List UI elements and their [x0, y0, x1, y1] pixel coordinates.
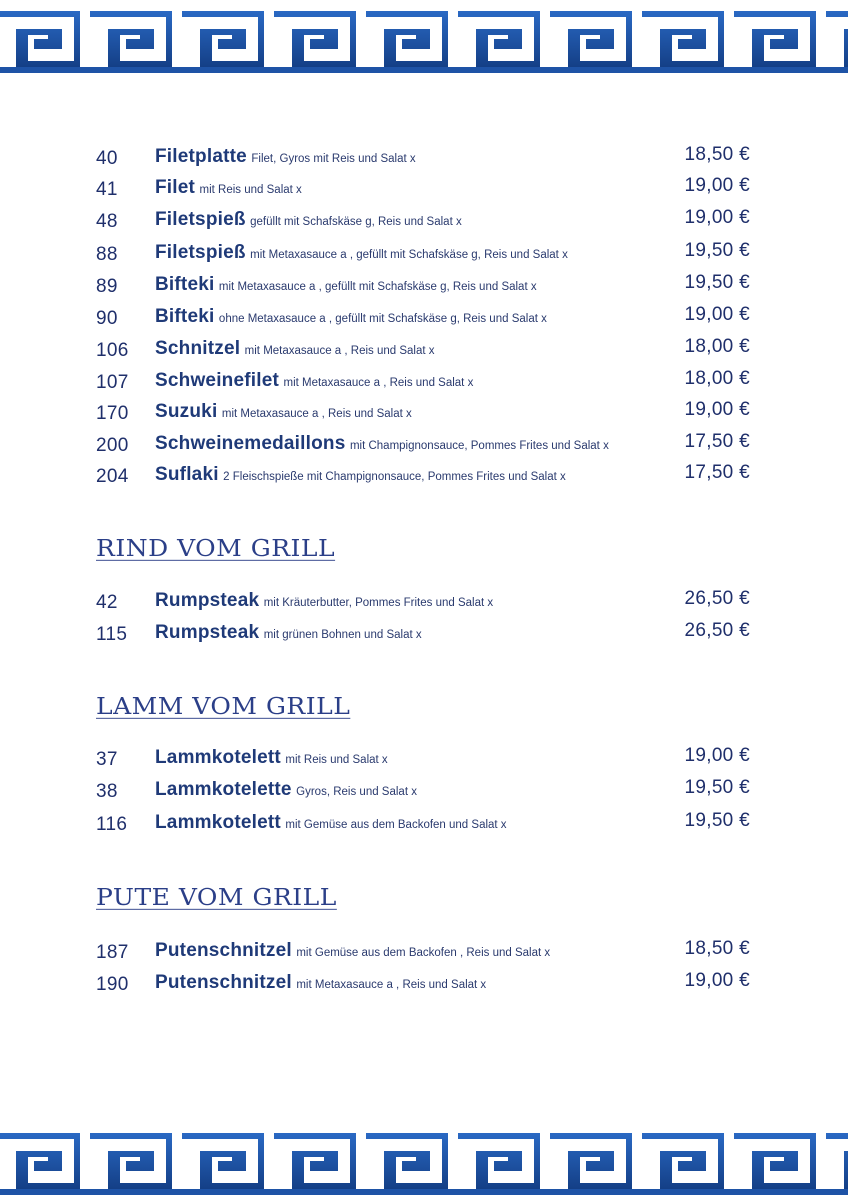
item-name: Bifteki: [155, 274, 215, 295]
item-price: 18,00 €: [684, 336, 750, 357]
item-price: 19,00 €: [684, 207, 750, 228]
item-number: 40: [96, 148, 118, 169]
item-price: 19,00 €: [684, 175, 750, 196]
item-name: Rumpsteak: [155, 590, 260, 611]
item-price: 19,50 €: [684, 272, 750, 293]
item-detail: mit Champignonsauce, Pommes Frites und Salat x: [349, 440, 609, 452]
item-detail: gefüllt mit Schafskäse g, Reis und Salat x: [250, 216, 462, 228]
item-detail: mit Metaxasauce a , Reis und Salat x: [296, 979, 487, 991]
item-name: Schnitzel: [155, 338, 241, 359]
greek-key-border-bottom: [0, 1122, 848, 1200]
item-name: Lammkotelett: [155, 747, 281, 768]
item-detail: 2 Fleischspieße mit Champignonsauce, Pommes Frites und Salat x: [223, 471, 566, 483]
border-bar: [0, 67, 848, 73]
meander-unit: [550, 1133, 632, 1189]
menu-item: [0, 810, 848, 840]
item-name: Suflaki: [155, 464, 219, 485]
item-name: Suzuki: [155, 401, 218, 422]
meander-unit: [0, 1133, 80, 1189]
item-name: Putenschnitzel: [155, 940, 292, 961]
item-number: 37: [96, 749, 118, 770]
menu-item: [0, 368, 848, 398]
item-name: Filet: [155, 177, 196, 198]
item-name: Filetspieß: [155, 242, 246, 263]
meander-unit: [90, 11, 172, 67]
item-price: 19,00 €: [684, 304, 750, 325]
item-detail: mit Metaxasauce a , Reis und Salat x: [244, 345, 435, 357]
item-price: 19,50 €: [684, 810, 750, 831]
item-name: Schweinemedaillons: [155, 433, 346, 454]
item-number: 204: [96, 466, 129, 487]
item-number: 48: [96, 211, 118, 232]
meander-unit: [274, 1133, 356, 1189]
item-number: 107: [96, 372, 129, 393]
item-name: Rumpsteak: [155, 622, 260, 643]
menu-item: [0, 399, 848, 429]
menu-item: [0, 777, 848, 807]
item-detail: mit Metaxasauce a , Reis und Salat x: [283, 377, 474, 389]
menu-item: [0, 431, 848, 461]
menu-item: [0, 588, 848, 618]
item-price: 19,50 €: [684, 777, 750, 798]
meander-unit: [182, 1133, 264, 1189]
border-bar: [0, 1189, 848, 1195]
item-number: 90: [96, 308, 118, 329]
item-detail: mit Gemüse aus dem Backofen und Salat x: [285, 819, 507, 831]
item-number: 106: [96, 340, 129, 361]
item-number: 41: [96, 179, 118, 200]
menu-item: [0, 175, 848, 205]
menu-item: [0, 207, 848, 237]
item-name: Lammkotelett: [155, 812, 281, 833]
item-detail: mit Metaxasauce a , gefüllt mit Schafskäse g, Reis und Salat x: [218, 281, 537, 293]
item-name: Filetspieß: [155, 209, 246, 230]
meander-unit: [182, 11, 264, 67]
meander-unit: [274, 11, 356, 67]
item-number: 115: [96, 624, 128, 645]
item-detail: mit Gemüse aus dem Backofen , Reis und Salat x: [296, 947, 551, 959]
item-price: 18,50 €: [684, 144, 750, 165]
item-detail: mit Metaxasauce a , Reis und Salat x: [221, 408, 412, 420]
menu-item: [0, 304, 848, 334]
greek-key-border-top: [0, 0, 848, 78]
section-title-rind: RIND VOM GRILL: [96, 535, 336, 562]
item-price: 19,00 €: [684, 970, 750, 991]
item-name: Bifteki: [155, 306, 215, 327]
section-title-lamm: LAMM VOM GRILL: [96, 693, 351, 720]
item-price: 17,50 €: [684, 462, 750, 483]
item-number: 187: [96, 942, 129, 963]
item-price: 19,50 €: [684, 240, 750, 261]
menu-item: [0, 336, 848, 366]
meander-unit: [458, 1133, 540, 1189]
meander-unit: [0, 11, 80, 67]
item-name: Schweinefilet: [155, 370, 280, 391]
meander-unit: [642, 1133, 724, 1189]
item-price: 26,50 €: [684, 620, 750, 641]
item-price: 19,00 €: [684, 399, 750, 420]
meander-unit: [734, 11, 816, 67]
item-detail: mit grünen Bohnen und Salat x: [263, 629, 422, 641]
menu-item: [0, 938, 848, 968]
item-detail: Gyros, Reis und Salat x: [296, 786, 417, 798]
item-number: 42: [96, 592, 118, 613]
menu-item: [0, 240, 848, 270]
item-price: 26,50 €: [684, 588, 750, 609]
item-number: 88: [96, 244, 118, 265]
menu-item: [0, 272, 848, 302]
item-price: 17,50 €: [684, 431, 750, 452]
menu-item: [0, 144, 848, 174]
meander-unit: [458, 11, 540, 67]
meander-unit: [366, 11, 448, 67]
item-detail: mit Kräuterbutter, Pommes Frites und Salat x: [263, 597, 494, 609]
item-detail: ohne Metaxasauce a , gefüllt mit Schafskäse g, Reis und Salat x: [218, 313, 547, 325]
item-price: 18,00 €: [684, 368, 750, 389]
item-name: Lammkotelette: [155, 779, 292, 800]
meander-unit: [90, 1133, 172, 1189]
meander-unit: [366, 1133, 448, 1189]
item-number: 200: [96, 435, 129, 456]
menu-item: [0, 745, 848, 775]
item-number: 38: [96, 781, 118, 802]
item-number: 89: [96, 276, 118, 297]
item-detail: mit Metaxasauce a , gefüllt mit Schafskäse g, Reis und Salat x: [250, 249, 568, 261]
meander-unit: [550, 11, 632, 67]
menu-item: [0, 620, 848, 650]
item-name: Putenschnitzel: [155, 972, 292, 993]
item-name: Filetplatte: [155, 146, 247, 167]
item-number: 116: [96, 814, 128, 835]
meander-unit: [734, 1133, 816, 1189]
item-price: 19,00 €: [684, 745, 750, 766]
item-detail: mit Reis und Salat x: [285, 754, 388, 766]
meander-unit: [826, 1133, 848, 1189]
item-number: 190: [96, 974, 129, 995]
menu-item: [0, 462, 848, 492]
menu-item: [0, 970, 848, 1000]
meander-unit: [826, 11, 848, 67]
item-detail: Filet, Gyros mit Reis und Salat x: [251, 153, 416, 165]
item-detail: mit Reis und Salat x: [199, 184, 302, 196]
section-title-pute: PUTE VOM GRILL: [96, 884, 337, 911]
item-number: 170: [96, 403, 129, 424]
item-price: 18,50 €: [684, 938, 750, 959]
meander-unit: [642, 11, 724, 67]
